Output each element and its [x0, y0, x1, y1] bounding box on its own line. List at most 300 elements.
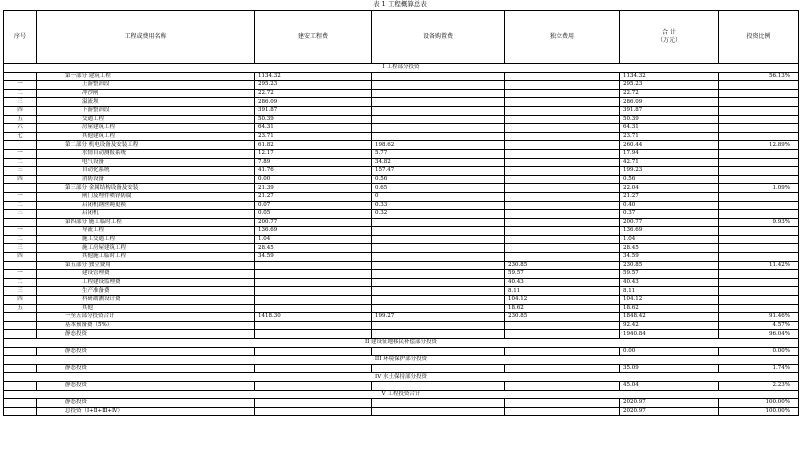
item-row [4, 227, 799, 236]
row-name: 总投资（Ⅰ+Ⅱ+Ⅲ+Ⅳ） [37, 407, 255, 416]
row-independent-cost: 40.43 [505, 278, 620, 287]
item-row [4, 89, 799, 98]
row-construction-cost: 1.04 [255, 235, 372, 244]
item-row [4, 287, 799, 296]
row-construction-cost [255, 321, 372, 330]
part-row [4, 72, 799, 81]
row-independent-cost [505, 132, 620, 141]
row-total: 2020.97 [620, 407, 719, 416]
row-independent-cost [505, 407, 620, 416]
part-row [4, 218, 799, 227]
row-total: 200.77 [620, 218, 719, 227]
row-name: 房屋建筑工程 [37, 124, 255, 133]
row-equipment-cost [372, 89, 505, 98]
row-total: 0.37 [620, 210, 719, 219]
row-independent-cost [505, 218, 620, 227]
row-equipment-cost [372, 347, 505, 356]
row-ratio [719, 210, 799, 219]
row-total: 21.27 [620, 192, 719, 201]
row-construction-cost [255, 399, 372, 408]
col-header-independent: 独立费用 [505, 11, 620, 64]
row-name: 溢流坝 [37, 98, 255, 107]
section-row [4, 64, 799, 73]
row-construction-cost [255, 407, 372, 416]
row-ratio [719, 235, 799, 244]
row-index [4, 261, 37, 270]
row-construction-cost: 23.71 [255, 132, 372, 141]
row-index: 一 [4, 149, 37, 158]
row-index [4, 313, 37, 322]
row-index [4, 407, 37, 416]
col-header-ratio: 投资比例 [719, 11, 799, 64]
section-title: I 工程部分投资 [4, 64, 799, 73]
section-title: V 工程投资合计 [4, 390, 799, 399]
row-index [4, 321, 37, 330]
row-equipment-cost [372, 227, 505, 236]
row-name: 静态投资 [37, 381, 255, 390]
row-construction-cost [255, 278, 372, 287]
row-index: 一 [4, 192, 37, 201]
row-name: 交通工程 [37, 115, 255, 124]
total-label: 合 计 [662, 29, 676, 36]
row-name: 静态投资 [37, 364, 255, 373]
row-index [4, 330, 37, 339]
section-row [4, 390, 799, 399]
row-name: 其他施工临时工程 [37, 253, 255, 262]
row-equipment-cost [372, 261, 505, 270]
row-name: 其他 [37, 304, 255, 313]
row-ratio [719, 149, 799, 158]
row-construction-cost: 0.07 [255, 201, 372, 210]
row-name: 施工交通工程 [37, 235, 255, 244]
row-ratio [719, 304, 799, 313]
row-index: 四 [4, 175, 37, 184]
item-row [4, 278, 799, 287]
row-independent-cost [505, 141, 620, 150]
row-total: 0.40 [620, 201, 719, 210]
row-ratio: 56.13% [719, 72, 799, 81]
row-ratio [719, 89, 799, 98]
row-index: 四 [4, 106, 37, 115]
row-total: 64.31 [620, 124, 719, 133]
row-independent-cost [505, 210, 620, 219]
item-row [4, 235, 799, 244]
row-index: 二 [4, 158, 37, 167]
section-title: IV 水土保持部分投资 [4, 373, 799, 382]
row-name: 一至五部分投资合计 [37, 313, 255, 322]
row-total: 22.04 [620, 184, 719, 193]
row-total: 1.04 [620, 235, 719, 244]
row-total: 8.11 [620, 287, 719, 296]
item-row [4, 253, 799, 262]
row-ratio [719, 106, 799, 115]
row-equipment-cost: 198.62 [372, 141, 505, 150]
part-row [4, 399, 799, 408]
row-ratio: 12.89% [719, 141, 799, 150]
row-index [4, 399, 37, 408]
row-equipment-cost [372, 81, 505, 90]
row-construction-cost: 0.05 [255, 210, 372, 219]
row-ratio [719, 227, 799, 236]
row-total: 286.09 [620, 98, 719, 107]
item-row [4, 270, 799, 279]
item-row [4, 98, 799, 107]
row-name: 静态投资 [37, 330, 255, 339]
row-total: 92.42 [620, 321, 719, 330]
row-ratio: 11.42% [719, 261, 799, 270]
row-construction-cost: 1418.30 [255, 313, 372, 322]
row-total: 230.85 [620, 261, 719, 270]
section-title: II 建设征地移民补偿部分投资 [4, 339, 799, 348]
row-independent-cost [505, 175, 620, 184]
row-equipment-cost: 0.33 [372, 201, 505, 210]
col-header-construction: 建安工程费 [255, 11, 372, 64]
row-equipment-cost [372, 321, 505, 330]
row-total: 136.69 [620, 227, 719, 236]
row-construction-cost: 28.45 [255, 244, 372, 253]
row-independent-cost: 59.57 [505, 270, 620, 279]
row-ratio [719, 132, 799, 141]
item-row [4, 132, 799, 141]
row-construction-cost: 22.72 [255, 89, 372, 98]
row-total: 1134.32 [620, 72, 719, 81]
row-construction-cost: 21.27 [255, 192, 372, 201]
row-name: 第五部分 独立费用 [37, 261, 255, 270]
item-row [4, 167, 799, 176]
row-construction-cost: 391.87 [255, 106, 372, 115]
row-construction-cost: 286.09 [255, 98, 372, 107]
row-index [4, 184, 37, 193]
row-total: 2020.97 [620, 399, 719, 408]
row-name: 建设管理费 [37, 270, 255, 279]
row-equipment-cost: 157.47 [372, 167, 505, 176]
row-construction-cost [255, 364, 372, 373]
row-independent-cost [505, 381, 620, 390]
row-equipment-cost [372, 330, 505, 339]
table-body [4, 64, 799, 416]
row-name: 启闭机钢丝绳更换 [37, 201, 255, 210]
row-total: 35.09 [620, 364, 719, 373]
row-index [4, 72, 37, 81]
row-name: 自动化系统 [37, 167, 255, 176]
row-construction-cost: 1134.32 [255, 72, 372, 81]
row-equipment-cost [372, 253, 505, 262]
row-total: 45.04 [620, 381, 719, 390]
row-equipment-cost: 0 [372, 192, 505, 201]
col-header-index: 序号 [4, 11, 37, 64]
row-independent-cost [505, 89, 620, 98]
part-row [4, 407, 799, 416]
row-name: 闸门及埋件喷锌防腐 [37, 192, 255, 201]
row-total: 199.23 [620, 167, 719, 176]
part-row [4, 347, 799, 356]
row-index [4, 347, 37, 356]
row-name: 第四部分 施工临时工程 [37, 218, 255, 227]
row-index: 三 [4, 244, 37, 253]
row-total: 22.72 [620, 89, 719, 98]
item-row [4, 115, 799, 124]
row-name: 施工房屋建筑工程 [37, 244, 255, 253]
row-name: 水情自动测报系统 [37, 149, 255, 158]
row-ratio [719, 175, 799, 184]
row-index: 一 [4, 270, 37, 279]
row-index: 二 [4, 235, 37, 244]
row-independent-cost [505, 72, 620, 81]
row-equipment-cost [372, 364, 505, 373]
row-index: 二 [4, 201, 37, 210]
row-ratio [719, 115, 799, 124]
row-index: 一 [4, 227, 37, 236]
part-row [4, 381, 799, 390]
row-ratio: 1.09% [719, 184, 799, 193]
row-construction-cost: 295.23 [255, 81, 372, 90]
row-total: 23.71 [620, 132, 719, 141]
row-index: 五 [4, 304, 37, 313]
row-construction-cost: 21.39 [255, 184, 372, 193]
row-ratio [719, 124, 799, 133]
row-index: 四 [4, 296, 37, 305]
row-equipment-cost [372, 304, 505, 313]
row-index: 三 [4, 98, 37, 107]
row-equipment-cost [372, 381, 505, 390]
row-name: 电气设备 [37, 158, 255, 167]
part-row [4, 321, 799, 330]
row-construction-cost: 7.89 [255, 158, 372, 167]
row-construction-cost: 61.82 [255, 141, 372, 150]
row-name: 冲沙闸 [37, 89, 255, 98]
row-index [4, 218, 37, 227]
row-index [4, 364, 37, 373]
row-equipment-cost: 0.56 [372, 175, 505, 184]
row-ratio [719, 296, 799, 305]
row-independent-cost [505, 227, 620, 236]
row-name: 静态投资 [37, 399, 255, 408]
row-equipment-cost [372, 278, 505, 287]
row-construction-cost: 34.59 [255, 253, 372, 262]
row-index: 二 [4, 278, 37, 287]
row-construction-cost [255, 381, 372, 390]
row-total: 40.43 [620, 278, 719, 287]
row-name: 消防设备 [37, 175, 255, 184]
row-index: 三 [4, 287, 37, 296]
row-construction-cost [255, 330, 372, 339]
section-row [4, 356, 799, 365]
row-ratio [719, 167, 799, 176]
row-ratio: 2.23% [719, 381, 799, 390]
row-name: 上游整治段 [37, 81, 255, 90]
row-independent-cost: 230.85 [505, 261, 620, 270]
row-total: 0.00 [620, 347, 719, 356]
row-ratio: 100.00% [719, 407, 799, 416]
row-name: 基本预备费（5%） [37, 321, 255, 330]
item-row [4, 106, 799, 115]
row-equipment-cost [372, 72, 505, 81]
row-total: 28.45 [620, 244, 719, 253]
table-title: 表 1 工程概算总表 [373, 0, 427, 8]
row-ratio [719, 98, 799, 107]
row-construction-cost [255, 270, 372, 279]
row-equipment-cost [372, 106, 505, 115]
row-total: 295.23 [620, 81, 719, 90]
row-ratio [719, 287, 799, 296]
row-independent-cost [505, 192, 620, 201]
total-unit: （万元） [656, 37, 681, 44]
item-row [4, 210, 799, 219]
row-name: 第一部分 建筑工程 [37, 72, 255, 81]
item-row [4, 201, 799, 210]
row-construction-cost [255, 304, 372, 313]
section-row [4, 339, 799, 348]
row-equipment-cost [372, 218, 505, 227]
row-equipment-cost [372, 124, 505, 133]
row-independent-cost [505, 364, 620, 373]
row-total: 1848.42 [620, 313, 719, 322]
row-name: 启闭机 [37, 210, 255, 219]
row-construction-cost [255, 261, 372, 270]
row-construction-cost [255, 287, 372, 296]
row-independent-cost [505, 235, 620, 244]
row-equipment-cost [372, 132, 505, 141]
row-total: 391.87 [620, 106, 719, 115]
row-construction-cost: 50.39 [255, 115, 372, 124]
row-independent-cost [505, 321, 620, 330]
row-independent-cost [505, 158, 620, 167]
row-name: 生产准备费 [37, 287, 255, 296]
row-independent-cost [505, 347, 620, 356]
row-independent-cost [505, 184, 620, 193]
item-row [4, 304, 799, 313]
item-row [4, 149, 799, 158]
row-construction-cost [255, 296, 372, 305]
item-row [4, 192, 799, 201]
col-header-total [620, 11, 719, 64]
part-row [4, 330, 799, 339]
part-row [4, 313, 799, 322]
item-row [4, 296, 799, 305]
row-equipment-cost: 5.77 [372, 149, 505, 158]
row-name: 第二部分 机电设备及安装工程 [37, 141, 255, 150]
section-title: III 环境保护部分投资 [4, 356, 799, 365]
budget-summary-table [3, 10, 799, 416]
row-name: 导流工程 [37, 227, 255, 236]
row-index: 四 [4, 253, 37, 262]
row-index [4, 381, 37, 390]
row-ratio: 96.04% [719, 330, 799, 339]
row-total: 17.94 [620, 149, 719, 158]
row-ratio: 4.57% [719, 321, 799, 330]
row-construction-cost: 12.17 [255, 149, 372, 158]
row-total: 42.71 [620, 158, 719, 167]
row-name: 其他建筑工程 [37, 132, 255, 141]
row-independent-cost: 230.85 [505, 313, 620, 322]
row-name: 静态投资 [37, 347, 255, 356]
col-header-name: 工程或费用名称 [37, 11, 255, 64]
row-index [4, 141, 37, 150]
row-independent-cost [505, 253, 620, 262]
row-index: 七 [4, 132, 37, 141]
row-independent-cost: 18.62 [505, 304, 620, 313]
row-construction-cost [255, 347, 372, 356]
row-index: 五 [4, 115, 37, 124]
row-construction-cost: 0.00 [255, 175, 372, 184]
row-ratio: 9.93% [719, 218, 799, 227]
row-independent-cost [505, 81, 620, 90]
row-total: 50.39 [620, 115, 719, 124]
row-index: 六 [4, 124, 37, 133]
part-row [4, 364, 799, 373]
section-row [4, 373, 799, 382]
row-independent-cost [505, 244, 620, 253]
row-total: 59.57 [620, 270, 719, 279]
row-name: 第三部分 金属结构设备及安装 [37, 184, 255, 193]
row-ratio [719, 278, 799, 287]
row-ratio [719, 244, 799, 253]
row-name: 科研勘测设计费 [37, 296, 255, 305]
row-total: 1940.84 [620, 330, 719, 339]
row-equipment-cost [372, 270, 505, 279]
row-independent-cost: 8.11 [505, 287, 620, 296]
row-equipment-cost [372, 296, 505, 305]
row-independent-cost [505, 167, 620, 176]
row-equipment-cost [372, 244, 505, 253]
row-ratio: 100.00% [719, 399, 799, 408]
row-ratio: 91.46% [719, 313, 799, 322]
row-index: 三 [4, 210, 37, 219]
row-ratio: 0.00% [719, 347, 799, 356]
row-equipment-cost [372, 115, 505, 124]
row-construction-cost: 41.76 [255, 167, 372, 176]
item-row [4, 81, 799, 90]
row-equipment-cost [372, 287, 505, 296]
row-ratio: 1.74% [719, 364, 799, 373]
row-independent-cost [505, 149, 620, 158]
row-independent-cost [505, 115, 620, 124]
row-index: 二 [4, 89, 37, 98]
row-equipment-cost [372, 98, 505, 107]
row-independent-cost [505, 98, 620, 107]
row-name: 下游整治段 [37, 106, 255, 115]
row-ratio [719, 192, 799, 201]
row-equipment-cost: 199.27 [372, 313, 505, 322]
row-independent-cost [505, 201, 620, 210]
row-total: 104.12 [620, 296, 719, 305]
item-row [4, 244, 799, 253]
row-independent-cost [505, 330, 620, 339]
row-total: 0.56 [620, 175, 719, 184]
row-equipment-cost [372, 235, 505, 244]
row-equipment-cost: 34.82 [372, 158, 505, 167]
row-equipment-cost: 0.65 [372, 184, 505, 193]
row-name: 工程建设监理费 [37, 278, 255, 287]
row-independent-cost [505, 124, 620, 133]
part-row [4, 141, 799, 150]
item-row [4, 124, 799, 133]
row-construction-cost: 200.77 [255, 218, 372, 227]
item-row [4, 158, 799, 167]
row-construction-cost: 136.69 [255, 227, 372, 236]
row-ratio [719, 201, 799, 210]
part-row [4, 184, 799, 193]
part-row [4, 261, 799, 270]
row-total: 34.59 [620, 253, 719, 262]
header-row [4, 11, 799, 64]
row-independent-cost: 104.12 [505, 296, 620, 305]
item-row [4, 175, 799, 184]
row-ratio [719, 253, 799, 262]
row-equipment-cost [372, 407, 505, 416]
row-total: 18.62 [620, 304, 719, 313]
row-equipment-cost [372, 399, 505, 408]
